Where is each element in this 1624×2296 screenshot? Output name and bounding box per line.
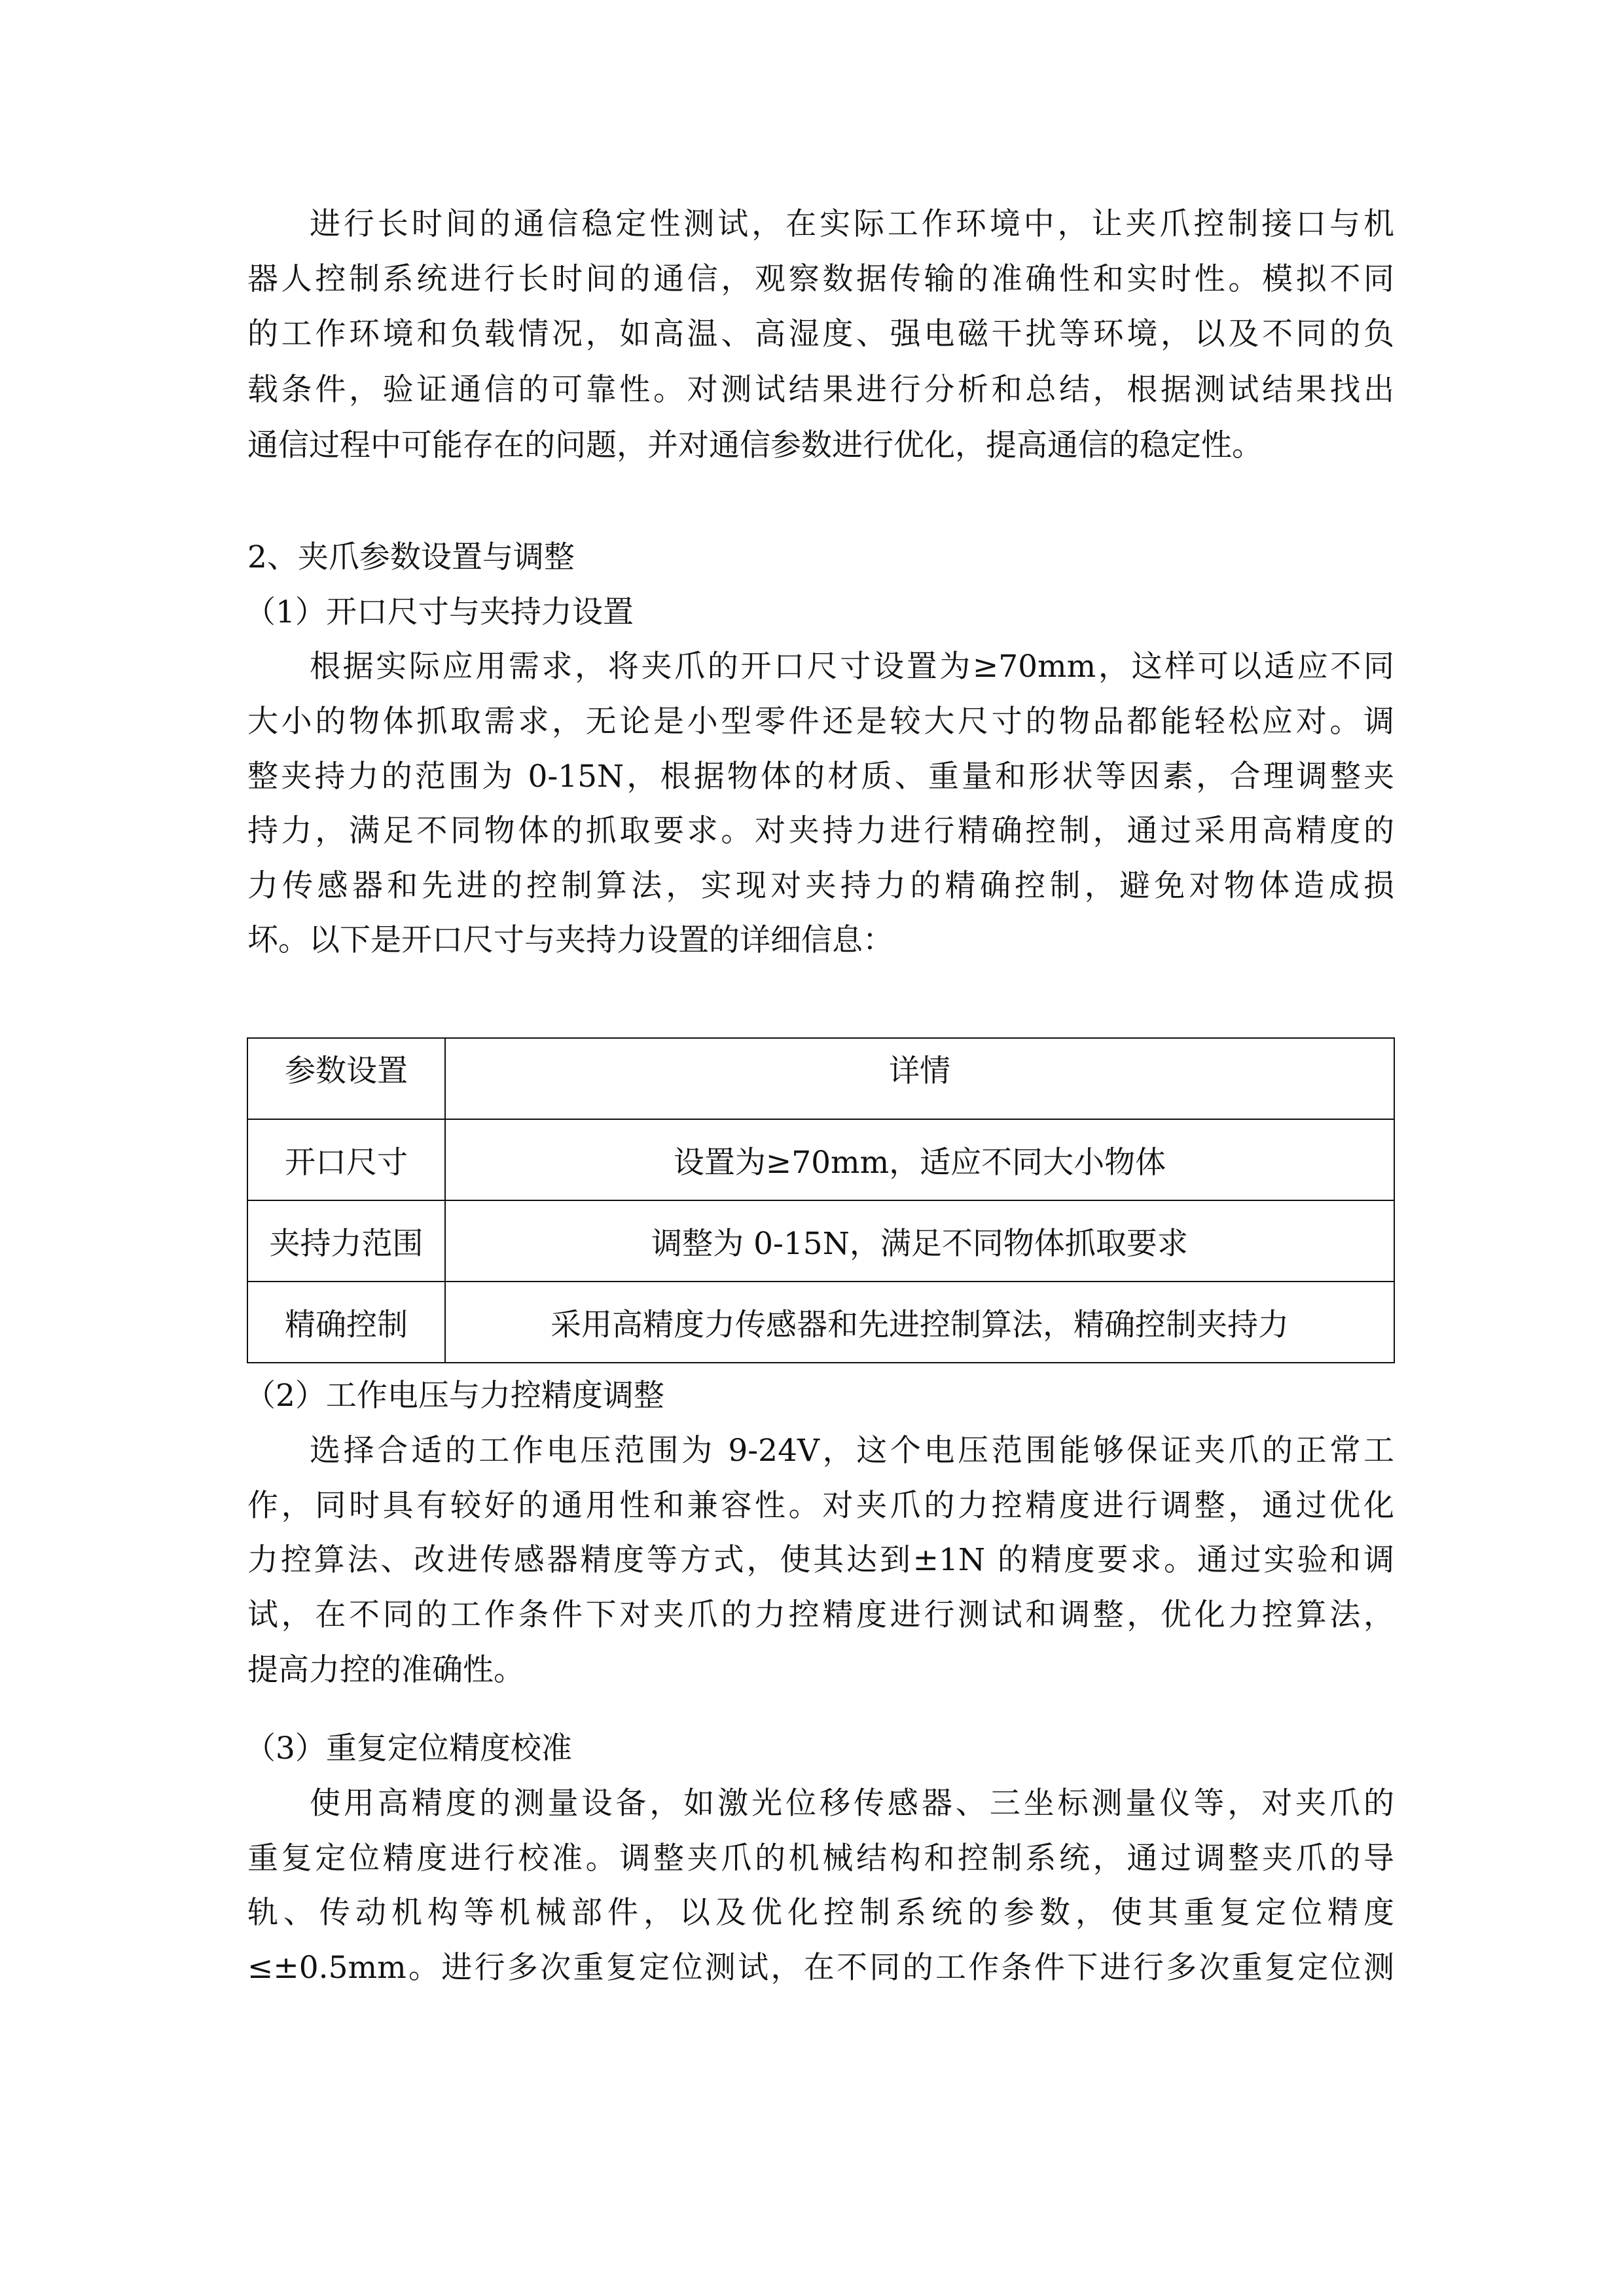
paragraph-2-line-4: 持力，满足不同物体的抓取要求。对夹持力进行精确控制，通过采用高精度的 [247,813,1394,849]
paragraph-3-line-4: 试，在不同的工作条件下对夹爪的力控精度进行测试和调整，优化力控算法， [247,1597,1394,1633]
parameter-table [247,1037,1395,1363]
table-row [247,1200,1394,1282]
paragraph-3-line-1: 选择合适的工作电压范围为 9-24V，这个电压范围能够保证夹爪的正常工 [310,1433,1394,1469]
paragraph-2-line-3: 整夹持力的范围为 0-15N，根据物体的材质、重量和形状等因素，合理调整夹 [247,759,1394,795]
paragraph-4-line-3: 轨、传动机构等机械部件，以及优化控制系统的参数，使其重复定位精度 [247,1895,1394,1931]
paragraph-1-line-3: 的工作环境和负载情况，如高温、高湿度、强电磁干扰等环境，以及不同的负 [247,316,1394,352]
table-row [247,1119,1394,1200]
table-cell-detail: 调整为 0-15N，满足不同物体抓取要求 [445,1200,1394,1282]
table-header-cell: 详情 [445,1038,1394,1119]
paragraph-2-line-1: 根据实际应用需求，将夹爪的开口尺寸设置为≥70mm，这样可以适应不同 [310,649,1394,685]
subheading-2: （2）工作电压与力控精度调整 [245,1378,664,1414]
paragraph-3-line-5: 提高力控的准确性。 [247,1652,524,1688]
paragraph-4-line-1: 使用高精度的测量设备，如激光位移传感器、三坐标测量仪等，对夹爪的 [310,1785,1394,1821]
paragraph-3-line-3: 力控算法、改进传感器精度等方式，使其达到±1N 的精度要求。通过实验和调 [247,1542,1394,1578]
paragraph-1-line-1: 进行长时间的通信稳定性测试，在实际工作环境中，让夹爪控制接口与机 [310,206,1394,242]
paragraph-4-line-4: ≤±0.5mm。进行多次重复定位测试，在不同的工作条件下进行多次重复定位测 [247,1950,1394,1986]
subheading-3: （3）重复定位精度校准 [245,1731,572,1767]
table-cell-param: 精确控制 [247,1282,445,1363]
paragraph-3-line-2: 作，同时具有较好的通用性和兼容性。对夹爪的力控精度进行调整，通过优化 [247,1488,1394,1524]
table-cell-detail: 设置为≥70mm，适应不同大小物体 [445,1119,1394,1200]
table-cell-param: 夹持力范围 [247,1200,445,1282]
subheading-1: （1）开口尺寸与夹持力设置 [245,594,634,630]
paragraph-2-line-2: 大小的物体抓取需求，无论是小型零件还是较大尺寸的物品都能轻松应对。调 [247,704,1394,740]
table-cell-detail: 采用高精度力传感器和先进控制算法，精确控制夹持力 [445,1282,1394,1363]
paragraph-1-line-4: 载条件，验证通信的可靠性。对测试结果进行分析和总结，根据测试结果找出 [247,372,1394,408]
paragraph-1-line-2: 器人控制系统进行长时间的通信，观察数据传输的准确性和实时性。模拟不同 [247,261,1394,297]
paragraph-1-line-5: 通信过程中可能存在的问题，并对通信参数进行优化，提高通信的稳定性。 [247,427,1263,463]
table-cell-param: 开口尺寸 [247,1119,445,1200]
paragraph-2-line-6: 坏。以下是开口尺寸与夹持力设置的详细信息： [247,922,893,958]
table-header-row [247,1038,1394,1119]
paragraph-4-line-2: 重复定位精度进行校准。调整夹爪的机械结构和控制系统，通过调整夹爪的导 [247,1840,1394,1876]
table-header-cell: 参数设置 [247,1038,445,1119]
section-heading: 2、夹爪参数设置与调整 [247,539,575,575]
paragraph-2-line-5: 力传感器和先进的控制算法，实现对夹持力的精确控制，避免对物体造成损 [247,868,1394,904]
table-row [247,1282,1394,1363]
